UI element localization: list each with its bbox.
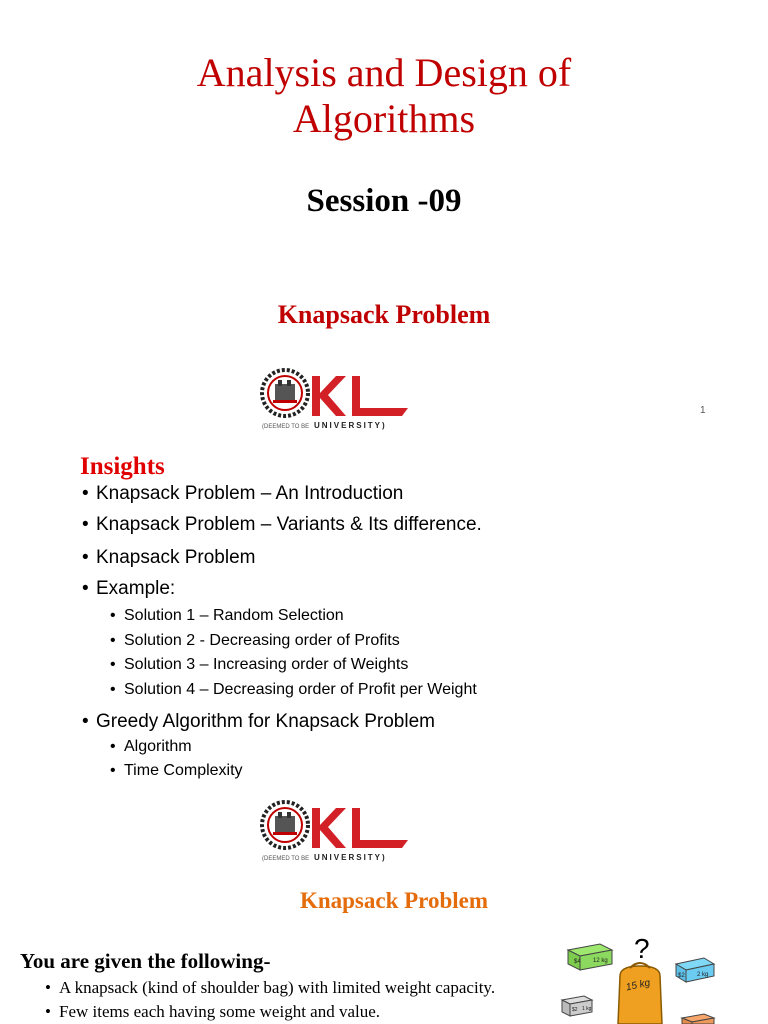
logo-tagline-right: UNIVERSITY) xyxy=(314,421,387,430)
sub-list-item-text: Solution 4 – Decreasing order of Profit per Weight xyxy=(124,681,477,698)
sub-list-item-text: Time Complexity xyxy=(124,762,243,779)
bullet-icon: • xyxy=(110,656,116,673)
list-item-text: Knapsack Problem xyxy=(96,547,256,568)
sub-list-item xyxy=(110,737,192,757)
sub-list-item-text: Solution 2 - Decreasing order of Profits xyxy=(124,632,400,649)
logo-tagline-left: (DEEMED TO BE xyxy=(262,856,310,862)
sub-list-item-text: Algorithm xyxy=(124,738,192,755)
page-title xyxy=(0,50,768,142)
list-item xyxy=(82,578,175,600)
list-item-text: A knapsack (kind of shoulder bag) with limited weight capacity. xyxy=(59,978,496,997)
question-mark-icon: ? xyxy=(634,933,650,964)
list-item-text: Knapsack Problem – An Introduction xyxy=(96,483,404,504)
page-number: 1 xyxy=(700,405,706,416)
green-box-icon xyxy=(568,944,612,970)
gray-box-value: $2 xyxy=(572,1007,578,1013)
list-item-text: Few items each having some weight and value. xyxy=(59,1002,381,1021)
gray-box-weight: 1 kg xyxy=(582,1006,592,1012)
list-item-text: Knapsack Problem – Variants & Its difference. xyxy=(96,514,482,535)
bullet-icon: • xyxy=(110,607,116,624)
list-item xyxy=(82,547,255,569)
orange-box-icon xyxy=(682,1014,714,1024)
kl-letters xyxy=(312,808,408,848)
logo-tagline-right: UNIVERSITY) xyxy=(314,853,387,862)
sub-list-item xyxy=(110,606,344,626)
gear-emblem-icon xyxy=(262,370,308,416)
bullet-icon: • xyxy=(82,514,89,535)
topic-title: Knapsack Problem xyxy=(277,300,491,329)
gear-emblem-icon xyxy=(262,802,308,848)
blue-box-weight: 2 kg xyxy=(697,972,709,978)
sub-list-item xyxy=(110,631,400,651)
bullet-icon: • xyxy=(45,978,51,997)
list-item xyxy=(82,483,403,505)
blue-box-icon xyxy=(676,958,714,982)
green-box-value: $4 xyxy=(574,959,581,965)
sub-list-item-text: Solution 1 – Random Selection xyxy=(124,607,344,624)
list-item xyxy=(82,711,435,733)
bullet-icon: • xyxy=(110,762,116,779)
sub-list-item-text: Solution 3 – Increasing order of Weights xyxy=(124,656,409,673)
title-line-2: Algorithms xyxy=(292,96,476,141)
list-item-text: Example: xyxy=(96,578,176,599)
insights-heading: Insights xyxy=(80,453,165,480)
intro-text: You are given the following- xyxy=(20,949,271,973)
bullet-icon: • xyxy=(82,578,89,599)
session-label: Session -09 xyxy=(306,183,462,219)
sub-list-item xyxy=(110,680,477,700)
knapsack-illustration xyxy=(558,928,758,1024)
section-title: Knapsack Problem xyxy=(299,888,489,913)
sub-list-item xyxy=(110,761,243,781)
gray-box-icon xyxy=(562,996,592,1016)
bullet-icon: • xyxy=(110,632,116,649)
bullet-icon: • xyxy=(82,711,89,732)
list-item xyxy=(45,977,495,999)
list-item xyxy=(45,1001,380,1023)
blue-box-value: $2 xyxy=(678,973,685,979)
backpack-icon xyxy=(618,963,662,1024)
kl-university-logo xyxy=(260,368,410,432)
bullet-icon: • xyxy=(82,483,89,504)
bullet-icon: • xyxy=(110,681,116,698)
bag-capacity-label: 15 kg xyxy=(625,977,652,994)
kl-letters xyxy=(312,376,408,416)
bullet-icon: • xyxy=(45,1002,51,1021)
bullet-icon: • xyxy=(110,738,116,755)
title-line-1: Analysis and Design of xyxy=(196,50,572,95)
list-item xyxy=(82,514,482,536)
bullet-icon: • xyxy=(82,547,89,568)
kl-university-logo xyxy=(260,800,410,864)
sub-list-item xyxy=(110,655,408,675)
logo-tagline-left: (DEEMED TO BE xyxy=(262,424,310,430)
list-item-text: Greedy Algorithm for Knapsack Problem xyxy=(96,711,435,732)
green-box-weight: 12 kg xyxy=(593,958,608,964)
